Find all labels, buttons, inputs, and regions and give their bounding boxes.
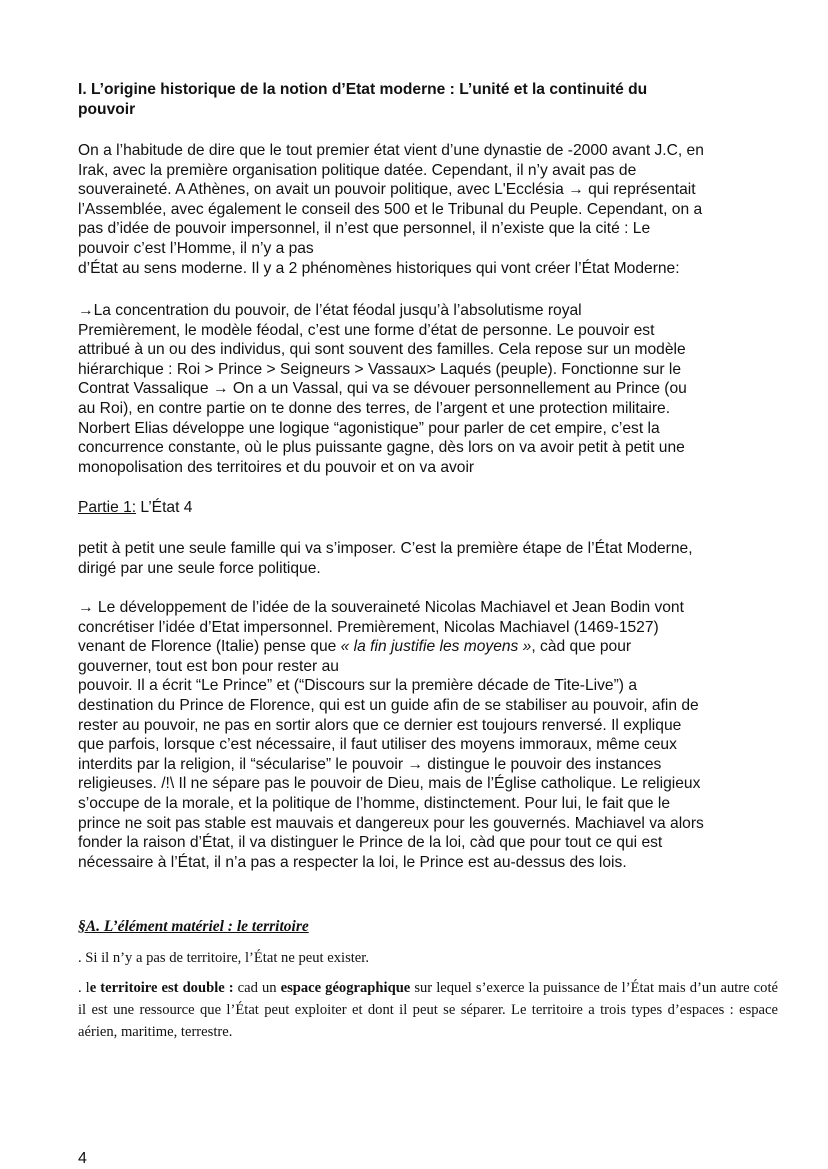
- text-line: prince ne soit pas stable est mauvais et dangereux pour les gouvernés. Machiavel va alors: [78, 814, 704, 832]
- bold-text: e territoire est double :: [89, 980, 234, 996]
- text-line: l’Assemblée, avec également le conseil des 500 et le Tribunal du Peuple. Cependant, on a: [78, 200, 703, 218]
- section-a-point-1: . Si il n’y a pas de territoire, l’État ne peut exister.: [78, 950, 369, 966]
- text-line: Norbert Elias développe une logique “agonistique” pour parler de cet empire, c’est la: [78, 419, 660, 437]
- text-line: pouvoir c’est l’Homme, il n’y a pas: [78, 239, 314, 257]
- heading-line: I. L’origine historique de la notion d’Etat moderne : L’unité et la continuité du: [78, 81, 648, 98]
- text: cad un: [233, 980, 281, 996]
- text-line: hiérarchique : Roi > Prince > Seigneurs > Vassaux> Laqués (peuple). Fonctionne sur le: [78, 360, 682, 378]
- text-line: au Roi), en contre partie on te donne des terres, de l’argent et une protection militaire.: [78, 399, 671, 417]
- text-line: → Le développement de l’idée de la souveraineté Nicolas Machiavel et Jean Bodin vont: [78, 599, 684, 616]
- paragraph-1: [78, 141, 778, 278]
- quote-text: « la fin justifie les moyens »: [340, 638, 532, 656]
- bold-text: espace géographique: [280, 980, 411, 996]
- text-line: pas d’idée de pouvoir impersonnel, il n’est que personnel, il n’existe que la cité : Le: [78, 220, 651, 238]
- text-line: rester au pouvoir, ne pas en sortir alors que ce dernier est toujours renversé. Il explique: [78, 716, 682, 734]
- text-line: fonder la raison d’État, il va distinguer le Prince de la loi, càd que pour tout ce qui est: [78, 834, 663, 852]
- running-header: [78, 498, 778, 518]
- text: , càd que pour: [531, 638, 632, 656]
- text: . l: [78, 980, 90, 996]
- text-line: d’État au sens moderne. Il y a 2 phénomènes historiques qui vont créer l’État Moderne:: [78, 259, 680, 277]
- paragraph-4: [78, 598, 778, 872]
- text-line: [78, 637, 778, 657]
- text: sur lequel s’exerce la puissance de l’État mais d’un autre coté il est une ressource que l’État peut exploiter et dont il peut se séparer. Le territoire a trois types d’espaces : espace aérien, maritime, terrestre.: [78, 980, 778, 1040]
- text-line: que parfois, lorsque c’est nécessaire, il faut utiliser des moyens immoraux, même ceux: [78, 736, 677, 754]
- text-line: Contrat Vassalique → On a un Vassal, qui va se dévouer personnellement au Prince (ou: [78, 380, 687, 398]
- page-number: 4: [78, 1150, 87, 1167]
- text-line: gouverner, tout est bon pour rester au: [78, 657, 339, 675]
- section-a: [78, 918, 778, 1043]
- text-line: pouvoir. Il a écrit “Le Prince” et (“Discours sur la première décade de Tite-Live”) a: [78, 677, 637, 695]
- text-line: concurrence constante, où le plus puissante gagne, dès lors on va avoir petit à petit une: [78, 439, 685, 457]
- paragraph-3: [78, 539, 778, 578]
- section-heading: [78, 80, 778, 119]
- section-a-title: §A. L’élément matériel : le territoire: [78, 918, 309, 935]
- heading-line: pouvoir: [78, 100, 136, 118]
- part-label: Partie 1:: [78, 499, 137, 516]
- text-line: attribué à un ou des individus, qui sont souvent des familles. Cela repose sur un modèle: [78, 341, 686, 359]
- text-line: souveraineté. A Athènes, on avait un pouvoir politique, avec L'Ecclésia → qui représentait: [78, 181, 696, 199]
- paragraph-2: [78, 301, 778, 477]
- text-line: Premièrement, le modèle féodal, c’est une forme d’état de personne. Le pouvoir est: [78, 321, 655, 339]
- text-line: nécessaire à l’État, il n’a pas a respecter la loi, le Prince est au-dessus des lois.: [78, 853, 627, 871]
- text-line: On a l’habitude de dire que le tout premier état vient d’une dynastie de -2000 avant J.C, en: [78, 142, 704, 159]
- text-line: Irak, avec la première organisation politique datée. Cependant, il n’y avait pas de: [78, 161, 637, 179]
- text-line: religieuses. /!\ Il ne sépare pas le pouvoir de Dieu, mais de l’Église catholique. Le religieux: [78, 775, 701, 793]
- text-line: destination du Prince de Florence, qui est un guide afin de se stabiliser au pouvoir, afin de: [78, 696, 699, 714]
- text-line: →La concentration du pouvoir, de l’état féodal jusqu’à l’absolutisme royal: [78, 302, 582, 319]
- section-a-point-2: [78, 977, 778, 1043]
- text-line: dirigé par une seule force politique.: [78, 559, 321, 577]
- text-line: petit à petit une seule famille qui va s’imposer. C’est la première étape de l’État Moderne,: [78, 540, 693, 557]
- part-title: L’État 4: [136, 499, 193, 516]
- text-line: interdits par la religion, il “sécularise” le pouvoir → distingue le pouvoir des instances: [78, 755, 662, 773]
- text-line: concrétiser l’idée d’Etat impersonnel. Premièrement, Nicolas Machiavel (1469-1527): [78, 618, 659, 636]
- text-line: s’occupe de la morale, et la politique de l’homme, distinctement. Pour lui, le fait que le: [78, 794, 671, 812]
- text-line: monopolisation des territoires et du pouvoir et on va avoir: [78, 458, 475, 476]
- text: venant de Florence (Italie) pense que: [78, 638, 341, 656]
